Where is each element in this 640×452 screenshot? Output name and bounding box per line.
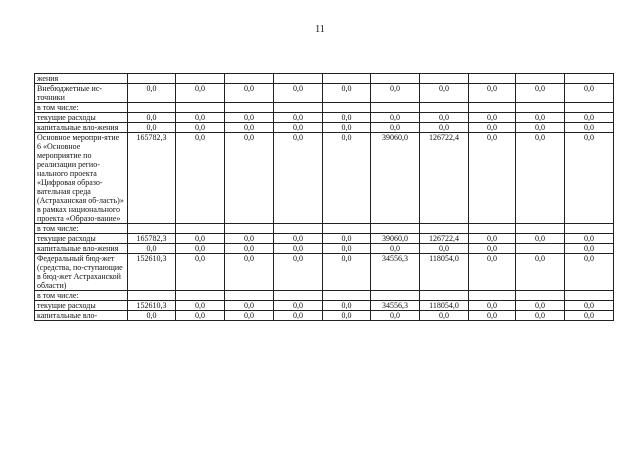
empty-cell bbox=[225, 103, 274, 113]
value-cell bbox=[176, 74, 225, 84]
value-cell: 0,0 bbox=[176, 234, 225, 244]
empty-cell bbox=[469, 291, 516, 301]
value-cell: 0,0 bbox=[469, 123, 516, 133]
value-cell: 0,0 bbox=[225, 301, 274, 311]
value-cell: 0,0 bbox=[469, 301, 516, 311]
value-cell: 126722,4 bbox=[420, 133, 469, 224]
value-cell: 0,0 bbox=[128, 244, 176, 254]
value-cell: 34556,3 bbox=[371, 301, 420, 311]
value-cell: 0,0 bbox=[128, 123, 176, 133]
value-cell: 0,0 bbox=[516, 234, 565, 244]
value-cell: 0,0 bbox=[371, 123, 420, 133]
table-row bbox=[35, 234, 614, 244]
value-cell: 0,0 bbox=[225, 84, 274, 103]
row-label: текущие расходы bbox=[35, 301, 128, 311]
value-cell: 165782,3 bbox=[128, 234, 176, 244]
value-cell: 126722,4 bbox=[420, 234, 469, 244]
value-cell: 0,0 bbox=[469, 234, 516, 244]
empty-cell bbox=[128, 291, 176, 301]
value-cell: 0,0 bbox=[274, 113, 323, 123]
value-cell: 0,0 bbox=[420, 84, 469, 103]
value-cell: 0,0 bbox=[176, 123, 225, 133]
value-cell: 0,0 bbox=[128, 311, 176, 321]
value-cell: 0,0 bbox=[176, 84, 225, 103]
value-cell: 0,0 bbox=[128, 113, 176, 123]
empty-cell bbox=[516, 103, 565, 113]
value-cell: 0,0 bbox=[516, 254, 565, 291]
value-cell bbox=[516, 74, 565, 84]
value-cell: 0,0 bbox=[469, 113, 516, 123]
row-label: текущие расходы bbox=[35, 234, 128, 244]
empty-cell bbox=[323, 224, 371, 234]
section-header-row bbox=[35, 103, 614, 113]
value-cell: 0,0 bbox=[274, 133, 323, 224]
value-cell: 0,0 bbox=[565, 311, 614, 321]
value-cell: 0,0 bbox=[274, 244, 323, 254]
table-row bbox=[35, 301, 614, 311]
value-cell: 0,0 bbox=[323, 133, 371, 224]
empty-cell bbox=[469, 224, 516, 234]
value-cell bbox=[516, 244, 565, 254]
empty-cell bbox=[371, 291, 420, 301]
empty-cell bbox=[176, 291, 225, 301]
value-cell: 0,0 bbox=[420, 244, 469, 254]
value-cell bbox=[128, 74, 176, 84]
value-cell: 0,0 bbox=[371, 311, 420, 321]
value-cell: 0,0 bbox=[323, 234, 371, 244]
row-label: текущие расходы bbox=[35, 113, 128, 123]
value-cell: 0,0 bbox=[420, 123, 469, 133]
value-cell: 0,0 bbox=[225, 234, 274, 244]
value-cell: 118054,0 bbox=[420, 254, 469, 291]
value-cell: 0,0 bbox=[516, 113, 565, 123]
value-cell: 0,0 bbox=[516, 123, 565, 133]
value-cell: 0,0 bbox=[565, 113, 614, 123]
value-cell: 0,0 bbox=[565, 133, 614, 224]
value-cell: 0,0 bbox=[565, 244, 614, 254]
value-cell: 0,0 bbox=[225, 123, 274, 133]
table-row bbox=[35, 84, 614, 103]
empty-cell bbox=[274, 291, 323, 301]
row-label: Внебюджетные ис-точники bbox=[35, 84, 128, 103]
empty-cell bbox=[420, 291, 469, 301]
value-cell: 0,0 bbox=[371, 84, 420, 103]
row-label: капитальные вло-жения bbox=[35, 244, 128, 254]
value-cell: 0,0 bbox=[176, 244, 225, 254]
empty-cell bbox=[176, 224, 225, 234]
value-cell: 0,0 bbox=[274, 234, 323, 244]
value-cell: 0,0 bbox=[565, 123, 614, 133]
value-cell: 0,0 bbox=[323, 84, 371, 103]
table-row bbox=[35, 74, 614, 84]
value-cell: 0,0 bbox=[516, 311, 565, 321]
value-cell: 0,0 bbox=[371, 113, 420, 123]
section-header-row bbox=[35, 224, 614, 234]
table-row bbox=[35, 123, 614, 133]
row-label: в том числе: bbox=[35, 291, 128, 301]
value-cell bbox=[274, 74, 323, 84]
value-cell: 0,0 bbox=[176, 133, 225, 224]
empty-cell bbox=[274, 103, 323, 113]
empty-cell bbox=[225, 291, 274, 301]
value-cell: 152610,3 bbox=[128, 254, 176, 291]
value-cell: 0,0 bbox=[225, 113, 274, 123]
value-cell: 0,0 bbox=[469, 311, 516, 321]
value-cell: 0,0 bbox=[274, 311, 323, 321]
value-cell: 0,0 bbox=[274, 301, 323, 311]
value-cell: 0,0 bbox=[516, 133, 565, 224]
table-row bbox=[35, 311, 614, 321]
value-cell: 0,0 bbox=[469, 84, 516, 103]
value-cell: 0,0 bbox=[323, 254, 371, 291]
value-cell: 34556,3 bbox=[371, 254, 420, 291]
value-cell: 0,0 bbox=[516, 301, 565, 311]
value-cell: 0,0 bbox=[469, 133, 516, 224]
empty-cell bbox=[420, 103, 469, 113]
section-header-row bbox=[35, 291, 614, 301]
value-cell bbox=[323, 74, 371, 84]
table-row bbox=[35, 244, 614, 254]
row-label: капитальные вло-жения bbox=[35, 123, 128, 133]
page-number: 11 bbox=[315, 24, 325, 35]
value-cell: 0,0 bbox=[516, 84, 565, 103]
value-cell: 0,0 bbox=[420, 113, 469, 123]
value-cell: 118054,0 bbox=[420, 301, 469, 311]
value-cell: 0,0 bbox=[128, 84, 176, 103]
table-row bbox=[35, 113, 614, 123]
value-cell: 0,0 bbox=[176, 254, 225, 291]
empty-cell bbox=[516, 224, 565, 234]
table-row bbox=[35, 133, 614, 224]
value-cell: 0,0 bbox=[469, 244, 516, 254]
value-cell: 0,0 bbox=[323, 311, 371, 321]
value-cell: 0,0 bbox=[274, 254, 323, 291]
value-cell bbox=[371, 74, 420, 84]
empty-cell bbox=[516, 291, 565, 301]
value-cell: 0,0 bbox=[323, 113, 371, 123]
value-cell bbox=[565, 74, 614, 84]
value-cell bbox=[225, 74, 274, 84]
value-cell: 165782,3 bbox=[128, 133, 176, 224]
value-cell bbox=[420, 74, 469, 84]
value-cell: 0,0 bbox=[225, 254, 274, 291]
value-cell: 0,0 bbox=[565, 234, 614, 244]
empty-cell bbox=[128, 224, 176, 234]
table-row bbox=[35, 254, 614, 291]
value-cell: 0,0 bbox=[225, 133, 274, 224]
value-cell: 0,0 bbox=[323, 123, 371, 133]
row-label: Федеральный бюд-жет (средства, по-ступающие в бюд-жет Астраханской области) bbox=[35, 254, 128, 291]
budget-table bbox=[34, 73, 614, 321]
empty-cell bbox=[565, 291, 614, 301]
empty-cell bbox=[323, 291, 371, 301]
row-label: в том числе: bbox=[35, 224, 128, 234]
value-cell: 152610,3 bbox=[128, 301, 176, 311]
empty-cell bbox=[565, 103, 614, 113]
value-cell: 0,0 bbox=[469, 254, 516, 291]
empty-cell bbox=[323, 103, 371, 113]
value-cell: 0,0 bbox=[225, 311, 274, 321]
value-cell: 0,0 bbox=[420, 311, 469, 321]
value-cell: 0,0 bbox=[565, 301, 614, 311]
value-cell: 0,0 bbox=[371, 244, 420, 254]
empty-cell bbox=[420, 224, 469, 234]
empty-cell bbox=[565, 224, 614, 234]
empty-cell bbox=[371, 224, 420, 234]
row-label: Основное меропри-ятие 6 «Основное мероприятие по реализации регио-нального проекта «Цифровая образо-вательная среда (Астраханская об-ласть)» в рамках национального проекта «Образо-вание» bbox=[35, 133, 128, 224]
value-cell: 0,0 bbox=[274, 84, 323, 103]
row-label: капитальные вло- bbox=[35, 311, 128, 321]
empty-cell bbox=[128, 103, 176, 113]
value-cell: 0,0 bbox=[176, 113, 225, 123]
value-cell: 39060,0 bbox=[371, 133, 420, 224]
value-cell: 0,0 bbox=[565, 254, 614, 291]
empty-cell bbox=[176, 103, 225, 113]
value-cell: 0,0 bbox=[176, 301, 225, 311]
value-cell: 0,0 bbox=[225, 244, 274, 254]
empty-cell bbox=[469, 103, 516, 113]
row-label: жения bbox=[35, 74, 128, 84]
value-cell: 39060,0 bbox=[371, 234, 420, 244]
empty-cell bbox=[274, 224, 323, 234]
value-cell: 0,0 bbox=[323, 244, 371, 254]
empty-cell bbox=[371, 103, 420, 113]
value-cell bbox=[469, 74, 516, 84]
value-cell: 0,0 bbox=[176, 311, 225, 321]
value-cell: 0,0 bbox=[274, 123, 323, 133]
empty-cell bbox=[225, 224, 274, 234]
row-label: в том числе: bbox=[35, 103, 128, 113]
value-cell: 0,0 bbox=[565, 84, 614, 103]
value-cell: 0,0 bbox=[323, 301, 371, 311]
